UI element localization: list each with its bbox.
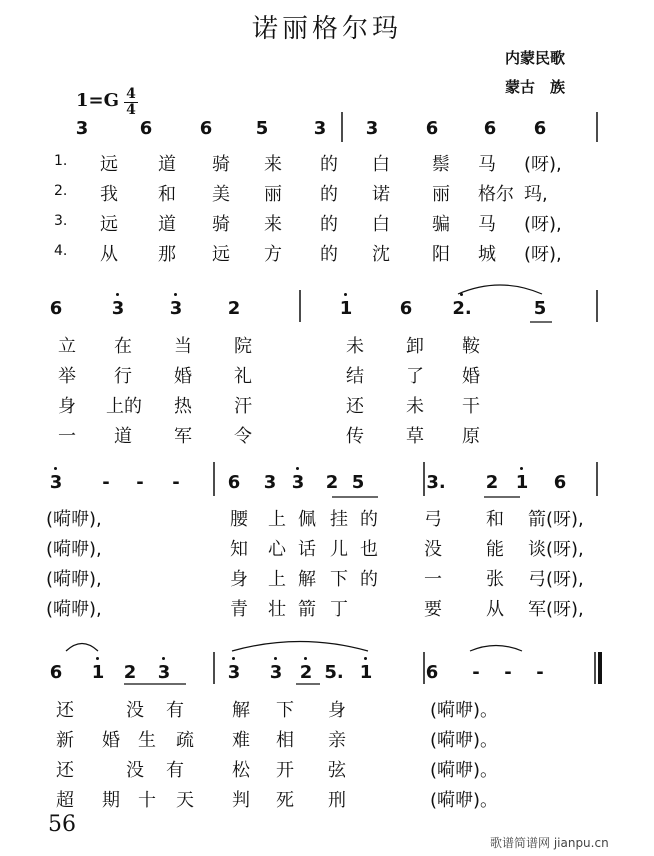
lyric-syllable: 结: [346, 366, 364, 387]
lyric-syllable: 死: [276, 790, 294, 811]
lyric-syllable: 未: [346, 336, 364, 357]
lyric-syllable: 上的: [106, 396, 142, 417]
lyric-syllable: 话: [298, 539, 316, 560]
note: 6: [533, 118, 547, 139]
lyric-syllable: 弦: [328, 760, 346, 781]
lyric-syllable: 道: [158, 214, 176, 235]
lyric-syllable: 没: [126, 700, 144, 721]
lyric-syllable: 鞍: [462, 336, 480, 357]
lyric-syllable: 的: [360, 509, 378, 530]
lyric-syllable: 了: [406, 366, 424, 387]
lyric-syllable: 期: [102, 790, 120, 811]
note: 6: [425, 662, 439, 683]
lyric-syllable: 院: [234, 336, 252, 357]
lyric-syllable: 在: [114, 336, 132, 357]
note: 5: [351, 472, 365, 493]
lyric-syllable: 诺: [372, 184, 390, 205]
note: 3: [105, 298, 131, 319]
note: 5: [255, 118, 269, 139]
note: 2: [485, 472, 499, 493]
lyric-syllable: 还: [346, 396, 364, 417]
lyric-syllable: 亲: [328, 730, 346, 751]
key-signature: 1=G: [76, 90, 119, 111]
lyric-syllable: 壮: [268, 599, 286, 620]
lyric-syllable: 青: [230, 599, 248, 620]
lyric-syllable: 解: [298, 569, 316, 590]
lyric-syllable: 丁: [330, 599, 348, 620]
song-title: 诺丽格尔玛: [251, 14, 402, 44]
lyric-syllable: 身: [58, 396, 76, 417]
note: 6: [139, 118, 153, 139]
lyric-syllable: 干: [462, 396, 480, 417]
octave-dot-above: [460, 293, 463, 296]
lyric-syllable: 道: [114, 426, 132, 447]
lyric-syllable: 新: [56, 730, 74, 751]
tie-arc: [458, 285, 542, 294]
lyric-syllable: 能: [486, 539, 504, 560]
watermark: 歌谱简谱网 jianpu.cn: [490, 836, 609, 850]
lyric-syllable: 未: [406, 396, 424, 417]
lyric-syllable: 行: [114, 366, 132, 387]
lyric-syllable: 有: [166, 760, 184, 781]
lyric-syllable: 还: [56, 760, 74, 781]
lyric-syllable: (嗬咿)。: [430, 730, 499, 751]
lyric-syllable: 箭: [528, 509, 546, 530]
lyric-syllable: 松: [232, 760, 250, 781]
lyric-syllable: 儿: [330, 539, 348, 560]
note: 3: [75, 118, 89, 139]
note: 3: [263, 472, 277, 493]
lyric-syllable: 格尔: [478, 184, 514, 205]
lyric-syllable: 张: [486, 569, 504, 590]
lyric-syllable: 来: [264, 214, 282, 235]
lyric-syllable: 开: [276, 760, 294, 781]
note: 3: [221, 662, 247, 683]
lyric-syllable: 令: [234, 426, 252, 447]
lyric-syllable: 白: [372, 154, 390, 175]
lyric-syllable: 的: [320, 244, 338, 265]
lyric-syllable: 没: [126, 760, 144, 781]
lyric-syllable: (呀),: [524, 214, 562, 235]
lyric-syllable: 下: [330, 569, 348, 590]
time-sig-top: 4: [124, 87, 138, 103]
lyric-syllable: 腰: [230, 509, 248, 530]
lyric-syllable: (嗬咿),: [46, 569, 102, 590]
note: -: [172, 472, 180, 493]
note: -: [136, 472, 144, 493]
octave-dot-above: [364, 657, 367, 660]
lyric-syllable: 鬃: [432, 154, 450, 175]
lyric-syllable: 箭: [298, 599, 316, 620]
lyric-syllable: 生: [138, 730, 156, 751]
lyric-syllable: 弓: [424, 509, 442, 530]
lyric-syllable: (嗬咿),: [46, 539, 102, 560]
octave-dot-above: [116, 293, 119, 296]
octave-dot-above: [304, 657, 307, 660]
note: 3: [263, 662, 289, 683]
lyric-syllable: 立: [58, 336, 76, 357]
note: 6: [483, 118, 497, 139]
note: 6: [49, 662, 63, 683]
lyric-syllable: 远: [100, 154, 118, 175]
lyric-syllable: (呀),: [524, 154, 562, 175]
lyric-syllable: 天: [176, 790, 194, 811]
lyric-syllable: 城: [478, 244, 496, 265]
lyric-syllable: 传: [346, 426, 364, 447]
note: -: [102, 472, 110, 493]
lyric-syllable: 相: [276, 730, 294, 751]
lyric-syllable: 当: [174, 336, 192, 357]
lyric-syllable: 草: [406, 426, 424, 447]
lyric-syllable: 超: [56, 790, 74, 811]
note: 3: [365, 118, 379, 139]
octave-dot-above: [232, 657, 235, 660]
lyric-syllable: 卸: [406, 336, 424, 357]
lyric-syllable: 礼: [234, 366, 252, 387]
lyric-syllable: 从: [486, 599, 504, 620]
lyric-syllable: 举: [58, 366, 76, 387]
lyric-syllable: 和: [486, 509, 504, 530]
lyric-syllable: 谈: [528, 539, 546, 560]
lyric-syllable: 婚: [174, 366, 192, 387]
note: 3: [285, 472, 311, 493]
note: 2.: [449, 298, 475, 319]
lyric-syllable: 白: [372, 214, 390, 235]
note: 3: [43, 472, 69, 493]
verse-number: 2.: [54, 183, 68, 199]
source-origin: 内蒙民歌: [505, 49, 566, 67]
lyric-syllable: 热: [174, 396, 192, 417]
lyric-syllable: (嗬咿)。: [430, 700, 499, 721]
lyric-syllable: 从: [100, 244, 118, 265]
note: 3: [151, 662, 177, 683]
lyric-syllable: 挂: [330, 509, 348, 530]
lyric-syllable: 婚: [462, 366, 480, 387]
lyric-syllable: 一: [58, 426, 76, 447]
slur-arc: [470, 646, 522, 652]
lyric-syllable: 下: [276, 700, 294, 721]
lyric-syllable: 要: [424, 599, 442, 620]
lyric-syllable: 的: [320, 184, 338, 205]
note: 1: [353, 662, 379, 683]
octave-dot-above: [174, 293, 177, 296]
lyric-syllable: 我: [100, 184, 118, 205]
lyric-syllable: 来: [264, 154, 282, 175]
lyric-syllable: (呀),: [524, 244, 562, 265]
lyric-syllable: 刑: [328, 790, 346, 811]
slur-arc: [232, 642, 368, 652]
lyric-syllable: (呀),: [546, 509, 584, 530]
lyric-syllable: 骑: [212, 154, 230, 175]
lyric-syllable: 玛,: [524, 184, 548, 205]
lyric-syllable: 弓: [528, 569, 546, 590]
note: -: [504, 662, 512, 683]
verse-number: 1.: [54, 153, 68, 169]
note: 3.: [426, 472, 446, 493]
note: -: [536, 662, 544, 683]
octave-dot-above: [296, 467, 299, 470]
lyric-syllable: 沈: [372, 244, 390, 265]
note: 1: [509, 472, 535, 493]
lyric-syllable: 上: [268, 569, 286, 590]
lyric-syllable: 上: [268, 509, 286, 530]
lyric-syllable: 十: [138, 790, 156, 811]
lyric-syllable: 军: [174, 426, 192, 447]
lyric-syllable: (嗬咿),: [46, 509, 102, 530]
lyric-syllable: 难: [232, 730, 250, 751]
verse-number: 4.: [54, 243, 68, 259]
note: 3: [163, 298, 189, 319]
page-number: 56: [48, 812, 76, 837]
lyric-syllable: 和: [158, 184, 176, 205]
lyric-syllable: 马: [478, 214, 496, 235]
lyric-syllable: 军: [528, 599, 546, 620]
lyric-syllable: 方: [264, 244, 282, 265]
lyric-syllable: 没: [424, 539, 442, 560]
lyric-syllable: 骗: [432, 214, 450, 235]
lyric-syllable: 解: [232, 700, 250, 721]
octave-dot-above: [344, 293, 347, 296]
lyric-syllable: 一: [424, 569, 442, 590]
lyric-syllable: 心: [268, 539, 286, 560]
time-sig-bottom: 4: [126, 102, 136, 118]
lyric-syllable: 的: [320, 154, 338, 175]
lyric-syllable: 还: [56, 700, 74, 721]
note: 6: [425, 118, 439, 139]
verse-number: 3.: [54, 213, 68, 229]
lyric-syllable: 美: [212, 184, 230, 205]
lyric-syllable: 佩: [298, 509, 316, 530]
lyric-syllable: 婚: [102, 730, 120, 751]
note: 2: [325, 472, 339, 493]
octave-dot-above: [54, 467, 57, 470]
lyric-syllable: (嗬咿)。: [430, 760, 499, 781]
note: 6: [399, 298, 413, 319]
lyric-syllable: 的: [360, 569, 378, 590]
lyric-syllable: 道: [158, 154, 176, 175]
lyric-syllable: 知: [230, 539, 248, 560]
note: 5.: [324, 662, 344, 683]
note: 2: [293, 662, 319, 683]
lyric-syllable: 有: [166, 700, 184, 721]
lyric-syllable: 也: [360, 539, 378, 560]
octave-dot-above: [162, 657, 165, 660]
lyric-syllable: 疏: [176, 730, 194, 751]
lyric-syllable: (呀),: [546, 539, 584, 560]
lyric-syllable: (呀),: [546, 599, 584, 620]
lyric-syllable: 那: [158, 244, 176, 265]
slur-arc: [66, 644, 98, 652]
lyric-syllable: 的: [320, 214, 338, 235]
lyric-syllable: 阳: [432, 244, 450, 265]
note: 1: [85, 662, 111, 683]
note: 6: [227, 472, 241, 493]
lyric-syllable: 丽: [432, 184, 450, 205]
lyric-syllable: 远: [100, 214, 118, 235]
lyric-syllable: 判: [232, 790, 250, 811]
note: 3: [313, 118, 327, 139]
lyric-syllable: 骑: [212, 214, 230, 235]
note: 6: [199, 118, 213, 139]
octave-dot-above: [520, 467, 523, 470]
octave-dot-above: [96, 657, 99, 660]
note: 2: [123, 662, 137, 683]
lyric-syllable: 汗: [234, 396, 252, 417]
source-ethnicity: 蒙古 族: [505, 78, 566, 96]
note: 1: [333, 298, 359, 319]
lyric-syllable: (呀),: [546, 569, 584, 590]
lyric-syllable: 身: [328, 700, 346, 721]
note: 5: [533, 298, 547, 319]
note: 6: [49, 298, 63, 319]
octave-dot-above: [274, 657, 277, 660]
lyric-syllable: (嗬咿)。: [430, 790, 499, 811]
lyric-syllable: (嗬咿),: [46, 599, 102, 620]
lyric-syllable: 原: [462, 426, 480, 447]
lyric-syllable: 丽: [264, 184, 282, 205]
note: 6: [553, 472, 567, 493]
note: 2: [227, 298, 241, 319]
lyric-syllable: 远: [212, 244, 230, 265]
note: -: [472, 662, 480, 683]
lyric-syllable: 马: [478, 154, 496, 175]
lyric-syllable: 身: [230, 569, 248, 590]
